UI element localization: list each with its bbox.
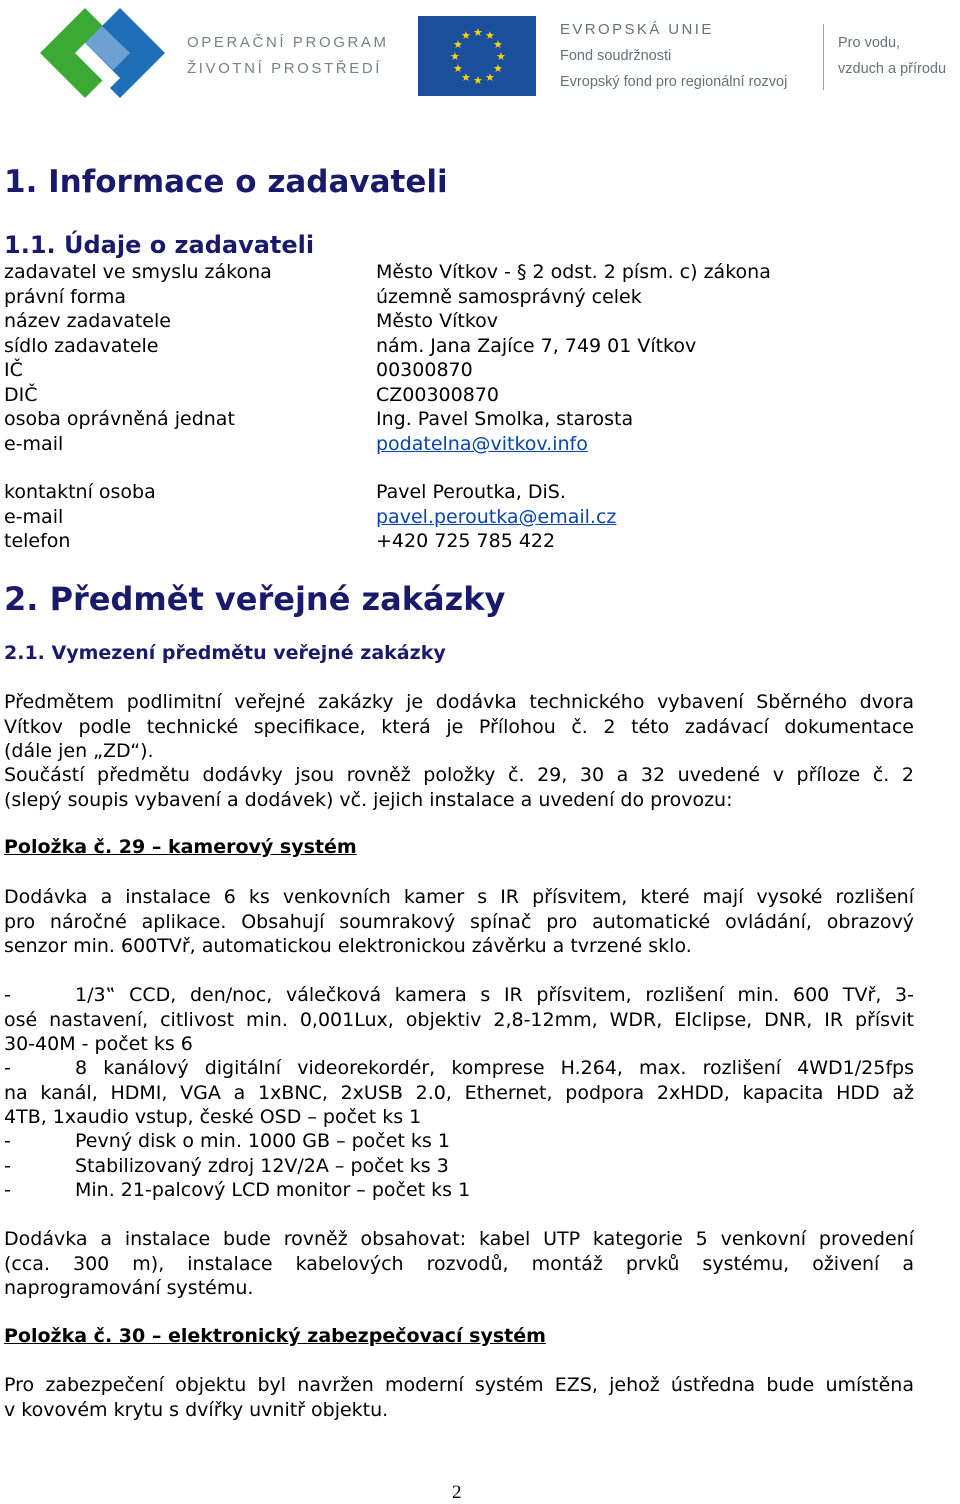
value-sidlo: nám. Jana Zajíce 7, 749 01 Vítkov [376,335,697,357]
label-dic: DIČ [4,384,38,406]
eu-flag [418,16,536,96]
svg-text:★: ★ [453,62,463,75]
svg-text:★: ★ [485,29,495,42]
section1-subtitle: 1.1. Údaje o zadavateli [4,231,315,259]
svg-text:★: ★ [496,50,506,63]
item30-line: v kovovém krytu s dvířky uvnitř objektu. [4,1398,389,1421]
label-zadavatel: zadavatel ve smyslu zákona [4,261,272,283]
item30-line: Pro zabezpečení objektu byl navržen moderní systém EZS, jehož ústředna bude umístěna [4,1374,914,1396]
svg-text:★: ★ [485,71,495,84]
svg-text:★: ★ [450,50,460,63]
list-item [4,1129,914,1154]
intro2-paragraph [4,763,914,812]
intro-paragraph [4,690,914,764]
svg-text:★: ★ [473,74,483,87]
list-item-line: 4TB, 1xaudio vstup, české OSD – počet ks 1 [4,1106,422,1128]
label-contact-email: e-mail [4,506,64,528]
svg-text:★: ★ [453,38,463,51]
intro-line: (dále jen „ZD“). [4,740,154,762]
item29-line: senzor min. 600TVř, automatickou elektronickou závěrku a tvrzené sklo. [4,935,692,957]
svg-text:★: ★ [461,29,471,42]
svg-text:★: ★ [493,38,503,51]
op-title-line2: ŽIVOTNÍ PROSTŘEDÍ [187,60,383,77]
list-dash: - [4,1057,11,1079]
label-pravni-forma: právní forma [4,286,127,308]
email-link-podatelna[interactable]: podatelna@vitkov.info [376,433,588,455]
value-zadavatel: Město Vítkov - § 2 odst. 2 písm. c) zákona [376,261,771,283]
value-nazev: Město Vítkov [376,310,499,332]
value-telefon: +420 725 785 422 [376,530,556,552]
intro-line: Předmětem podlimitní veřejné zakázky je dodávka technického vybavení Sběrného dvora [4,691,914,713]
list-item-line: 30-40M - počet ks 6 [4,1033,193,1055]
list-item [4,1154,914,1179]
item29-line: pro náročné aplikace. Obsahují soumrakový spínač pro automatické ovládání, obrazový [4,910,914,933]
list-dash: - [4,1130,11,1152]
item29-extra-line: (cca. 300 m), instalace kabelových rozvodů, montáž prvků systému, oživení a [4,1252,914,1275]
label-sidlo: sídlo zadavatele [4,335,159,357]
list-item [4,1056,914,1130]
svg-text:★: ★ [473,26,483,39]
value-pravni-forma: územně samosprávný celek [376,286,642,308]
item30-paragraph [4,1373,914,1422]
label-kontaktni-osoba: kontaktní osoba [4,481,156,503]
item29-line: Dodávka a instalace 6 ks venkovních kamer s IR přísvitem, které mají vysoké rozlišení [4,886,914,908]
label-osoba: osoba oprávněná jednat [4,408,235,430]
op-logo [40,6,170,106]
item29-extra-line: Dodávka a instalace bude rovněž obsahovat: kabel UTP kategorie 5 venkovní provedení [4,1228,914,1250]
list-item [4,1178,914,1203]
list-item-line: na kanál, HDMI, VGA a 1xBNC, 2xUSB 2.0, Ethernet, podpora 2xHDD, kapacita HDD až [4,1081,914,1104]
item29-extra-paragraph [4,1227,914,1301]
section2-title: 2. Předmět veřejné zakázky [4,580,506,618]
intro2-line: (slepý soupis vybavení a dodávek) vč. jejich instalace a uvedení do provozu: [4,788,733,811]
eu-stars-icon [418,16,536,96]
intro2-line: Součástí předmětu dodávky jsou rovněž položky č. 29, 30 a 32 uvedené v příloze č. 2 [4,764,914,786]
page-number: 2 [452,1482,462,1503]
item29-extra-line: naprogramování systému. [4,1277,254,1299]
eu-title: EVROPSKÁ UNIE [560,21,714,38]
svg-text:★: ★ [493,62,503,75]
svg-text:★: ★ [461,71,471,84]
label-ic: IČ [4,359,23,381]
item30-heading: Položka č. 30 – elektronický zabezpečovací systém [4,1325,546,1347]
label-email: e-mail [4,433,64,455]
label-telefon: telefon [4,530,71,552]
op-logo-icon [40,6,170,106]
label-nazev: název zadavatele [4,310,171,332]
item29-heading: Položka č. 29 – kamerový systém [4,836,357,858]
list-dash: - [4,984,11,1006]
email-link-peroutka[interactable]: pavel.peroutka@email.cz [376,506,617,528]
header-divider [823,24,824,90]
list-item-line: Pevný disk o min. 1000 GB – počet ks 1 [75,1130,450,1152]
value-ic: 00300870 [376,359,473,381]
list-item-line: 1/3‟ CCD, den/noc, válečková kamera s IR přísvitem, rozlišení min. 600 TVř, 3- [75,984,914,1006]
eu-fund-1: Fond soudržnosti [560,48,672,64]
list-item [4,983,914,1057]
list-item-line: Stabilizovaný zdroj 12V/2A – počet ks 3 [75,1155,449,1177]
eu-fund-2: Evropský fond pro regionální rozvoj [560,74,788,90]
tagline-1: Pro vodu, [838,35,901,51]
list-item-line: Min. 21-palcový LCD monitor – počet ks 1 [75,1179,471,1201]
intro-line: Vítkov podle technické specifikace, která je Přílohou č. 2 této zadávací dokumentace [4,715,914,738]
list-dash: - [4,1179,11,1201]
list-dash: - [4,1155,11,1177]
section2-subtitle: 2.1. Vymezení předmětu veřejné zakázky [4,642,446,664]
op-title-line1: OPERAČNÍ PROGRAM [187,34,389,51]
list-item-line: osé nastavení, citlivost min. 0,001Lux, objektiv 2,8-12mm, WDR, Elclipse, DNR, IR přísvit [4,1008,914,1031]
tagline-2: vzduch a přírodu [838,61,947,77]
list-item-line: 8 kanálový digitální videorekordér, komprese H.264, max. rozlišení 4WD1/25fps [75,1057,914,1079]
item29-paragraph [4,885,914,959]
value-osoba: Ing. Pavel Smolka, starosta [376,408,634,430]
value-dic: CZ00300870 [376,384,499,406]
section1-title: 1. Informace o zadavateli [4,164,448,200]
value-kontaktni-osoba: Pavel Peroutka, DiS. [376,481,566,503]
